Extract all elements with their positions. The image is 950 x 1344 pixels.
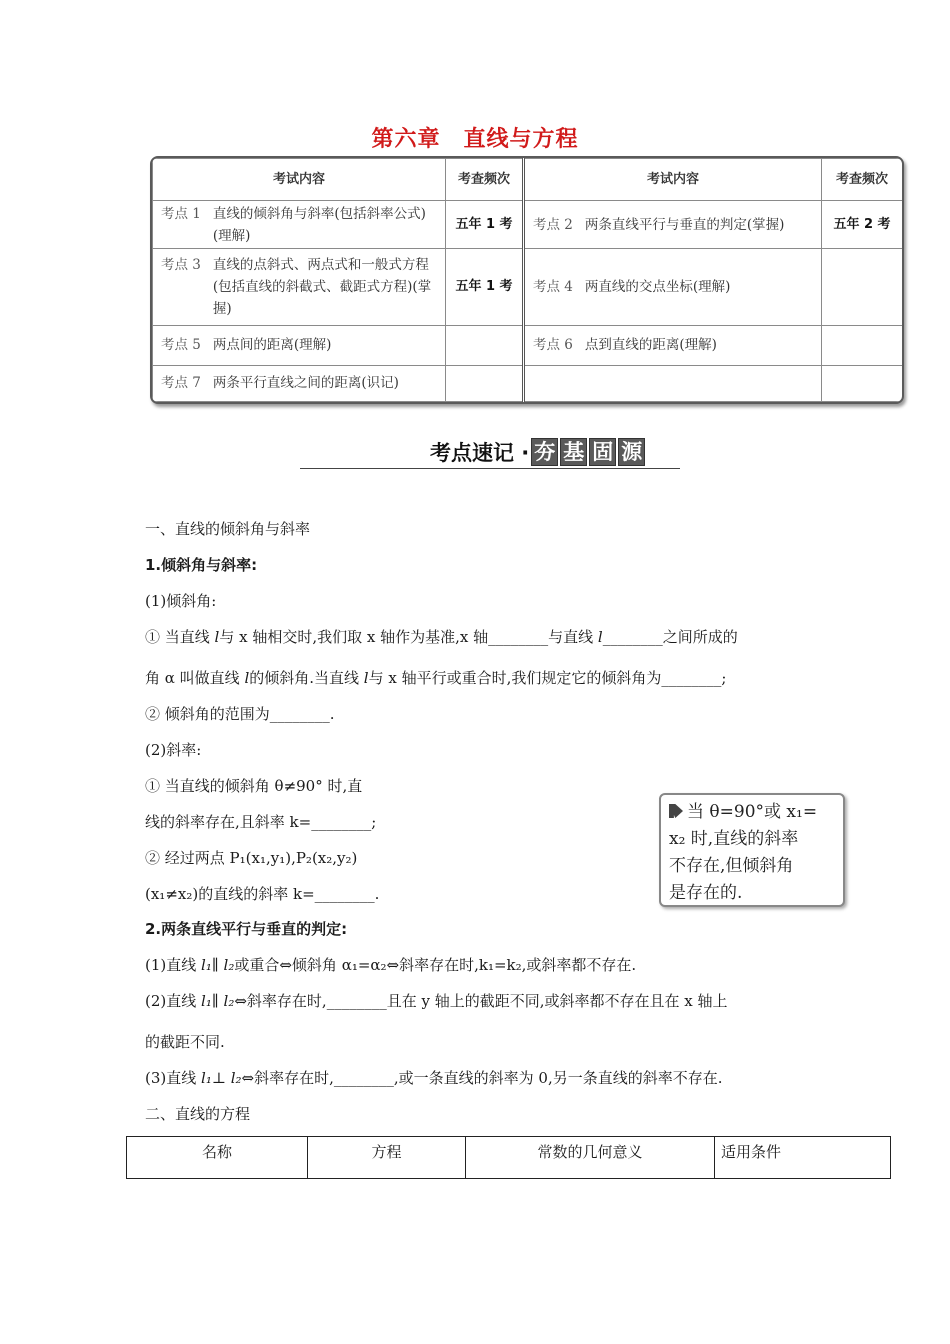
exam-point-text: 点到直线的距离(理解) <box>584 337 717 354</box>
banner-title: 考点速记 · <box>430 441 530 465</box>
exam-point-text: 两条平行直线之间的距离(识记) <box>212 375 399 392</box>
math-expression: l₁∥ l₂ <box>201 956 235 974</box>
banner-boxed-char: 固 <box>589 438 616 466</box>
text-run: 与 x 轴相交时,我们取 x 轴作为基准,x 轴________与直线 <box>219 628 598 646</box>
section-heading-1: 一、直线的倾斜角与斜率 <box>145 520 311 538</box>
section-banner <box>300 438 680 469</box>
paragraph: (x₁≠x₂)的直线的斜率 k=________. <box>145 885 380 903</box>
note-line: 当 θ=90°或 x₁= <box>687 802 818 822</box>
paragraph <box>145 990 727 1011</box>
header-frequency-right: 考查频次 <box>822 159 903 201</box>
text-run: 与 x 轴平行或重合时,我们规定它的倾斜角为________; <box>368 669 727 687</box>
paragraph <box>145 1067 723 1088</box>
text-run: ① 当直线 <box>145 628 215 646</box>
exam-frequency <box>822 325 903 365</box>
text-run: 的倾斜角.当直线 <box>249 669 364 687</box>
exam-point-text: 两点间的距离(理解) <box>212 337 332 354</box>
paragraph: ① 当直线的倾斜角 θ≠90° 时,直 <box>145 777 363 795</box>
exam-point-text: 两直线的交点坐标(理解) <box>584 279 731 296</box>
paragraph: ② 倾斜角的范围为________. <box>145 705 335 723</box>
text-run: ⇔斜率存在时,________,或一条直线的斜率为 0,另一条直线的斜率不存在. <box>241 1069 723 1087</box>
exam-point-code: 考点 5 <box>161 337 201 354</box>
table-row <box>153 365 903 401</box>
paragraph: (2)斜率: <box>145 741 202 759</box>
table-row <box>153 325 903 365</box>
banner-boxed-char: 源 <box>618 438 645 466</box>
table-header-conditions: 适用条件 <box>715 1137 891 1179</box>
exam-frequency: 五年 2 考 <box>822 201 903 249</box>
text-run: (3)直线 <box>145 1069 202 1087</box>
exam-frequency: 五年 1 考 <box>446 201 524 249</box>
exam-overview-table <box>150 156 904 404</box>
header-frequency-left: 考查频次 <box>446 159 524 201</box>
math-symbol: l <box>363 669 369 687</box>
table-header-meaning: 常数的几何意义 <box>466 1137 715 1179</box>
table-row <box>153 249 903 325</box>
exam-frequency <box>822 249 903 325</box>
table-row <box>153 201 903 249</box>
paragraph <box>145 954 636 975</box>
exam-frequency: 五年 1 考 <box>446 249 524 325</box>
table-header-equation: 方程 <box>308 1137 466 1179</box>
paragraph: ② 经过两点 P₁(x₁,y₁),P₂(x₂,y₂) <box>145 849 358 867</box>
section-heading-2: 二、直线的方程 <box>145 1105 251 1123</box>
exam-point-code: 考点 7 <box>161 375 201 392</box>
exam-frequency <box>822 365 903 401</box>
math-expression: l₁∥ l₂ <box>201 992 235 1010</box>
exam-point-text: 直线的点斜式、两点式和一般式方程(包括直线的斜截式、截距式方程)(掌握) <box>212 257 432 318</box>
line-equation-table <box>126 1136 891 1179</box>
exam-point-code: 考点 1 <box>161 205 201 222</box>
banner-boxed-char: 夯 <box>531 438 558 466</box>
paragraph: 线的斜率存在,且斜率 k=________; <box>145 813 377 831</box>
header-content-left: 考试内容 <box>153 159 446 201</box>
note-line: 是存在的. <box>669 883 743 903</box>
exam-frequency <box>446 365 524 401</box>
note-line: x₂ 时,直线的斜率 <box>669 829 799 849</box>
math-symbol: l <box>597 628 603 646</box>
paragraph <box>145 667 726 688</box>
text-run: (1)直线 <box>145 956 202 974</box>
subheading-angle-slope: 1.倾斜角与斜率: <box>145 556 258 574</box>
header-content-right: 考试内容 <box>524 159 822 201</box>
text-run: 角 α 叫做直线 <box>145 669 245 687</box>
paragraph: 的截距不同. <box>145 1033 225 1051</box>
exam-point-text: 两条直线平行与垂直的判定(掌握) <box>584 216 785 233</box>
math-symbol: l <box>244 669 250 687</box>
text-run: ________之间所成的 <box>602 628 738 646</box>
text-run: ⇔斜率存在时,________且在 y 轴上的截距不同,或斜率都不存在且在 x 轴上 <box>234 992 728 1010</box>
exam-point-code: 考点 3 <box>161 257 201 274</box>
exam-point-code: 考点 4 <box>533 279 573 296</box>
paragraph: (1)倾斜角: <box>145 592 217 610</box>
text-run: 或重合⇔倾斜角 α₁=α₂⇔斜率存在时,k₁=k₂,或斜率都不存在. <box>234 956 637 974</box>
chapter-title: 第六章 直线与方程 <box>371 127 579 152</box>
exam-point-text: 直线的倾斜角与斜率(包括斜率公式)(理解) <box>212 205 426 244</box>
table-header-name: 名称 <box>127 1137 308 1179</box>
math-symbol: l <box>214 628 220 646</box>
paragraph <box>145 626 738 647</box>
note-marker-icon <box>669 804 683 818</box>
side-note <box>659 793 845 907</box>
exam-point-code: 考点 2 <box>533 216 573 233</box>
note-line: 不存在,但倾斜角 <box>669 856 794 876</box>
subheading-parallel-perpendicular: 2.两条直线平行与垂直的判定: <box>145 920 348 938</box>
banner-boxed-char: 基 <box>560 438 587 466</box>
exam-point-code: 考点 6 <box>533 337 573 354</box>
math-expression: l₁⊥ l₂ <box>201 1069 242 1087</box>
exam-frequency <box>446 325 524 365</box>
text-run: (2)直线 <box>145 992 202 1010</box>
